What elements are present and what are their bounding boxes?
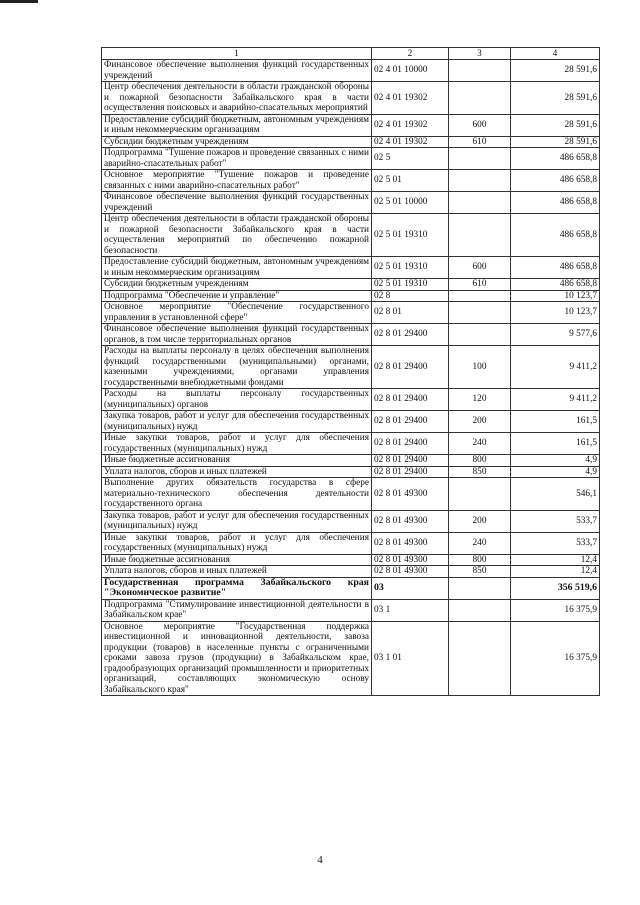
table-row (102, 532, 600, 554)
row-code-cell: 02 8 01 49300 (372, 532, 449, 554)
row-code-cell: 02 8 01 29400 (372, 389, 449, 411)
row-name-cell: Уплата налогов, сборов и иных платежей (102, 466, 372, 478)
row-expense-type-cell: 610 (449, 136, 511, 148)
table-row (102, 82, 600, 115)
row-expense-type-cell (449, 170, 511, 192)
table-row (102, 577, 600, 599)
row-code-cell: 02 8 01 49300 (372, 554, 449, 566)
table-row (102, 566, 600, 578)
row-expense-type-cell (449, 599, 511, 621)
row-sum-cell: 10 123,7 (511, 302, 600, 324)
table-row (102, 302, 600, 324)
row-sum-cell: 161,5 (511, 433, 600, 455)
row-sum-cell: 9 411,2 (511, 346, 600, 389)
row-sum-cell: 16 375,9 (511, 599, 600, 621)
row-expense-type-cell: 800 (449, 455, 511, 467)
row-code-cell: 02 4 01 19302 (372, 82, 449, 115)
row-code-cell: 02 5 01 19310 (372, 257, 449, 279)
table-row (102, 621, 600, 696)
row-name-cell: Основное мероприятие "Тушение пожаров и проведение связанных с ними аварийно-спасательных работ" (102, 170, 372, 192)
row-code-cell: 02 8 01 (372, 302, 449, 324)
row-sum-cell: 486 658,8 (511, 192, 600, 214)
table-header-row (102, 48, 600, 60)
row-sum-cell: 486 658,8 (511, 214, 600, 257)
row-sum-cell: 28 591,6 (511, 60, 600, 82)
row-name-cell: Закупка товаров, работ и услуг для обеспечения государственных (муниципальных) нужд (102, 411, 372, 433)
row-sum-cell: 12,4 (511, 566, 600, 578)
table-row (102, 478, 600, 511)
table-row (102, 455, 600, 467)
row-sum-cell: 4,9 (511, 455, 600, 467)
row-name-cell: Уплата налогов, сборов и иных платежей (102, 566, 372, 578)
row-code-cell: 02 5 01 (372, 170, 449, 192)
row-sum-cell: 486 658,8 (511, 257, 600, 279)
row-expense-type-cell: 850 (449, 466, 511, 478)
table-row (102, 114, 600, 136)
page-number: 4 (317, 854, 323, 866)
row-expense-type-cell: 240 (449, 532, 511, 554)
row-code-cell: 03 1 01 (372, 621, 449, 696)
row-code-cell: 02 8 01 29400 (372, 411, 449, 433)
table-row (102, 599, 600, 621)
table-row (102, 192, 600, 214)
table-row (102, 290, 600, 302)
row-sum-cell: 533,7 (511, 510, 600, 532)
row-code-cell: 03 1 (372, 599, 449, 621)
table-row (102, 346, 600, 389)
table-row (102, 279, 600, 291)
scan-corner-mark (0, 0, 38, 3)
row-name-cell: Иные закупки товаров, работ и услуг для обеспечения государственных (муниципальных) нужд (102, 532, 372, 554)
row-sum-cell: 486 658,8 (511, 279, 600, 291)
row-expense-type-cell: 600 (449, 257, 511, 279)
table-row (102, 148, 600, 170)
header-col-1: 1 (102, 48, 372, 60)
row-sum-cell: 486 658,8 (511, 170, 600, 192)
row-code-cell: 02 4 01 10000 (372, 60, 449, 82)
row-name-cell: Закупка товаров, работ и услуг для обеспечения государственных (муниципальных) нужд (102, 510, 372, 532)
row-expense-type-cell (449, 577, 511, 599)
row-expense-type-cell: 850 (449, 566, 511, 578)
row-expense-type-cell: 200 (449, 411, 511, 433)
row-name-cell: Финансовое обеспечение выполнения функций государственных учреждений (102, 60, 372, 82)
row-code-cell: 02 8 (372, 290, 449, 302)
row-name-cell: Иные закупки товаров, работ и услуг для обеспечения государственных (муниципальных) нужд (102, 433, 372, 455)
row-code-cell: 02 8 01 29400 (372, 433, 449, 455)
row-code-cell: 02 4 01 19302 (372, 114, 449, 136)
row-name-cell: Предоставление субсидий бюджетным, автономным учреждениям и иным некоммерческим организациям (102, 257, 372, 279)
row-expense-type-cell (449, 60, 511, 82)
row-name-cell: Предоставление субсидий бюджетным, автономным учреждениям и иным некоммерческим организациям (102, 114, 372, 136)
row-code-cell: 02 5 01 19310 (372, 214, 449, 257)
table-row (102, 257, 600, 279)
row-sum-cell: 533,7 (511, 532, 600, 554)
row-code-cell: 02 5 01 19310 (372, 279, 449, 291)
row-name-cell: Подпрограмма "Обеспечение и управление" (102, 290, 372, 302)
table-row (102, 214, 600, 257)
row-name-cell: Расходы на выплаты персоналу в целях обеспечения выполнения функций государственными (муниципальными) органами, казенными учреждениями, органами управления государственными внебюджетными фондами (102, 346, 372, 389)
row-name-cell: Финансовое обеспечение выполнения функций государственных органов, в том числе территориальных органов (102, 324, 372, 346)
row-name-cell: Иные бюджетные ассигнования (102, 455, 372, 467)
row-expense-type-cell (449, 214, 511, 257)
row-code-cell: 02 8 01 49300 (372, 478, 449, 511)
row-sum-cell: 546,1 (511, 478, 600, 511)
table-row (102, 324, 600, 346)
row-code-cell: 02 8 01 29400 (372, 324, 449, 346)
row-code-cell: 02 8 01 29400 (372, 455, 449, 467)
row-sum-cell: 16 375,9 (511, 621, 600, 696)
row-expense-type-cell: 200 (449, 510, 511, 532)
table-row (102, 411, 600, 433)
row-name-cell: Основное мероприятие "Государственная поддержка инвестиционной и инновационной деятельности, завоза продукции (товаров) в населенные пункты с ограниченными сроками завоза грузов (продукции) в Забайкальском крае, градообразующих организаций промышленности и приоритетных организаций, составляющих экономическую основу Забайкальского края" (102, 621, 372, 696)
row-sum-cell: 9 411,2 (511, 389, 600, 411)
row-expense-type-cell (449, 478, 511, 511)
row-name-cell: Расходы на выплаты персоналу государственных (муниципальных) органов (102, 389, 372, 411)
row-sum-cell: 9 577,6 (511, 324, 600, 346)
row-name-cell: Центр обеспечения деятельности в области гражданской обороны и пожарной безопасности Забайкальского края в части осуществления мероприятий по обеспечению пожарной безопасности (102, 214, 372, 257)
row-sum-cell: 10 123,7 (511, 290, 600, 302)
row-code-cell: 02 4 01 19302 (372, 136, 449, 148)
row-expense-type-cell (449, 82, 511, 115)
row-code-cell: 02 8 01 29400 (372, 346, 449, 389)
row-name-cell: Подпрограмма "Тушение пожаров и проведение связанных с ними аварийно-спасательных работ" (102, 148, 372, 170)
row-code-cell: 02 8 01 49300 (372, 510, 449, 532)
row-name-cell: Субсидии бюджетным учреждениям (102, 136, 372, 148)
table-row (102, 136, 600, 148)
row-expense-type-cell: 800 (449, 554, 511, 566)
row-expense-type-cell (449, 148, 511, 170)
row-sum-cell: 28 591,6 (511, 136, 600, 148)
row-expense-type-cell: 240 (449, 433, 511, 455)
row-name-cell: Финансовое обеспечение выполнения функций государственных учреждений (102, 192, 372, 214)
row-code-cell: 02 8 01 49300 (372, 566, 449, 578)
table-row (102, 389, 600, 411)
header-col-2: 2 (372, 48, 449, 60)
row-expense-type-cell (449, 192, 511, 214)
row-expense-type-cell (449, 324, 511, 346)
row-name-cell: Основное мероприятие "Обеспечение государственного управления в установленной сфере" (102, 302, 372, 324)
row-expense-type-cell: 610 (449, 279, 511, 291)
table-row (102, 466, 600, 478)
row-expense-type-cell: 120 (449, 389, 511, 411)
row-expense-type-cell: 100 (449, 346, 511, 389)
row-expense-type-cell (449, 302, 511, 324)
row-sum-cell: 12,4 (511, 554, 600, 566)
table-row (102, 433, 600, 455)
row-sum-cell: 28 591,6 (511, 82, 600, 115)
row-code-cell: 02 5 (372, 148, 449, 170)
table-row (102, 60, 600, 82)
row-code-cell: 02 5 01 10000 (372, 192, 449, 214)
row-name-cell: Выполнение других обязательств государства в сфере материально-технического обеспечения деятельности государственного органа (102, 478, 372, 511)
row-sum-cell: 161,5 (511, 411, 600, 433)
header-col-3: 3 (449, 48, 511, 60)
table-row (102, 510, 600, 532)
row-name-cell: Государственная программа Забайкальского края "Экономическое развитие" (102, 577, 372, 599)
row-sum-cell: 486 658,8 (511, 148, 600, 170)
header-col-4: 4 (511, 48, 600, 60)
row-expense-type-cell: 600 (449, 114, 511, 136)
row-code-cell: 03 (372, 577, 449, 599)
row-name-cell: Иные бюджетные ассигнования (102, 554, 372, 566)
row-name-cell: Субсидии бюджетным учреждениям (102, 279, 372, 291)
row-expense-type-cell (449, 621, 511, 696)
table-row (102, 170, 600, 192)
row-name-cell: Подпрограмма "Стимулирование инвестиционной деятельности в Забайкальском крае" (102, 599, 372, 621)
row-expense-type-cell (449, 290, 511, 302)
row-sum-cell: 28 591,6 (511, 114, 600, 136)
row-name-cell: Центр обеспечения деятельности в области гражданской обороны и пожарной безопасности Забайкальского края в части осуществления поисковых и аварийно-спасательных мероприятий (102, 82, 372, 115)
table-row (102, 554, 600, 566)
row-code-cell: 02 8 01 29400 (372, 466, 449, 478)
row-sum-cell: 4,9 (511, 466, 600, 478)
budget-table (101, 47, 600, 696)
row-sum-cell: 356 519,6 (511, 577, 600, 599)
